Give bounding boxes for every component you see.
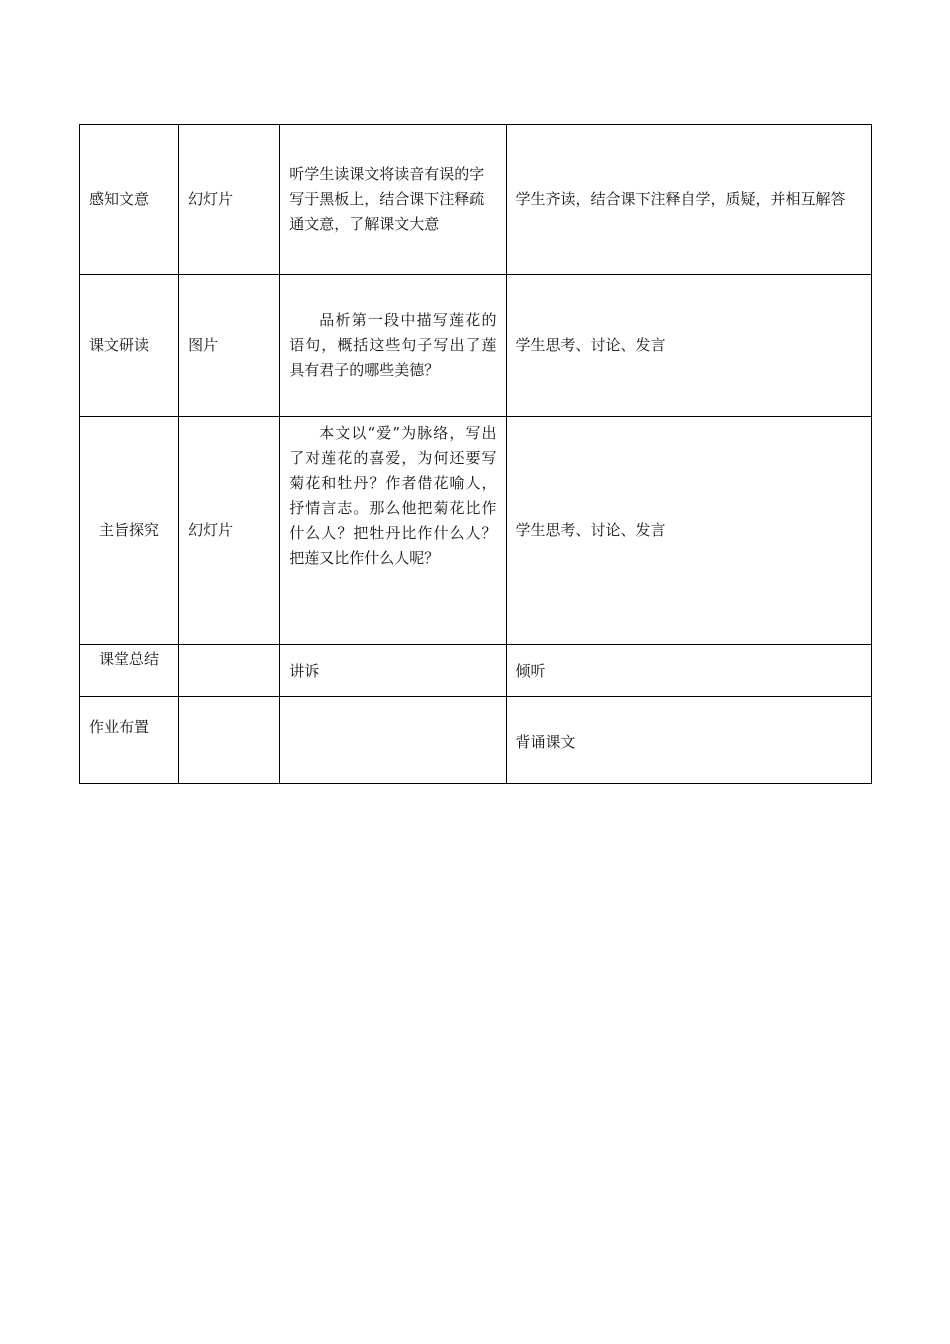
media-cell: 图片 [179,275,280,417]
lesson-plan-table [79,124,872,784]
media-cell [179,645,280,697]
media-cell: 幻灯片 [179,125,280,275]
teacher-activity-text: 听学生读课文将读音有误的字写于黑板上，结合课下注释疏通文意，了解课文大意 [289,165,485,233]
teacher-activity-cell [280,125,506,275]
table-row [80,417,872,645]
student-activity-cell: 倾听 [506,645,871,697]
stage-cell: 作业布置 [80,697,179,784]
table-row [80,125,872,275]
stage-cell: 课文研读 [80,275,179,417]
teacher-activity-text: 本文以“爱”为脉络，写出了对莲花的喜爱，为何还要写菊花和牡丹？作者借花喻人，抒情言志。那么他把菊花比作什么人？把牡丹比作什么人？把莲又比作什么人呢？ [289,424,497,567]
media-cell [179,697,280,784]
stage-cell: 感知文意 [80,125,179,275]
table-row [80,275,872,417]
media-cell: 幻灯片 [179,417,280,645]
student-activity-cell: 学生齐读，结合课下注释自学，质疑，并相互解答 [506,125,871,275]
teacher-activity-cell [280,417,506,645]
student-activity-cell: 学生思考、讨论、发言 [506,417,871,645]
table-row [80,697,872,784]
teacher-activity-cell [280,645,506,697]
student-activity-cell: 背诵课文 [506,697,871,784]
teacher-activity-cell [280,697,506,784]
student-activity-cell: 学生思考、讨论、发言 [506,275,871,417]
stage-cell: 课堂总结 [80,645,179,697]
teacher-activity-text: 讲诉 [289,662,320,680]
teacher-activity-cell [280,275,506,417]
stage-cell: 主旨探究 [80,417,179,645]
teacher-activity-text: 品析第一段中描写莲花的语句，概括这些句子写出了莲具有君子的哪些美德？ [289,311,497,379]
table-row [80,645,872,697]
